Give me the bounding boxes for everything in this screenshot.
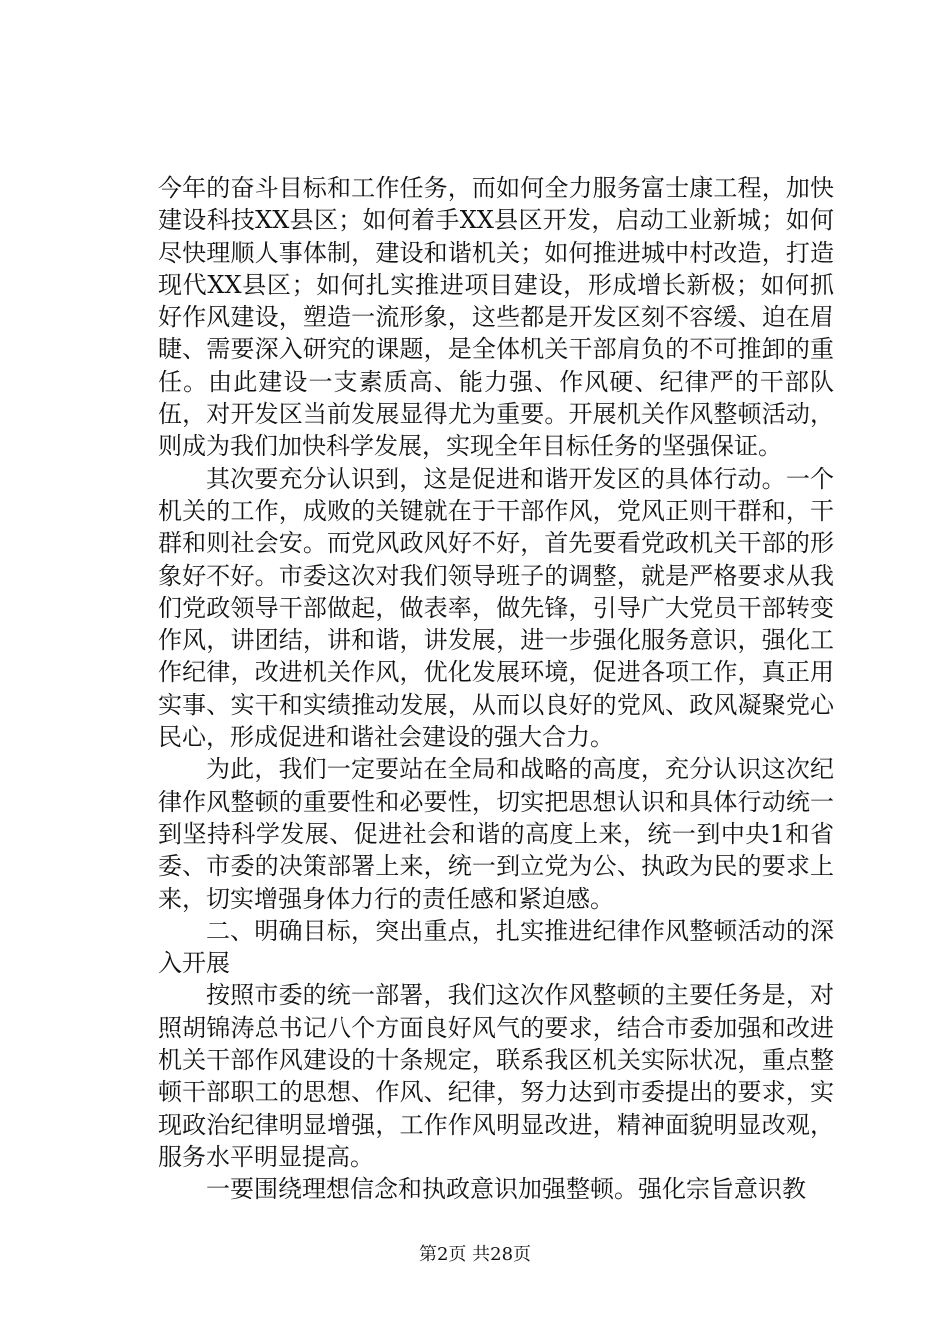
document-body	[158, 172, 834, 1206]
paragraph-5: 按照市委的统一部署，我们这次作风整顿的主要任务是，对照胡锦涛总书记八个方面良好风气的要求，结合市委加强和改进机关干部作风建设的十条规定，联系我区机关实际状况，重点整顿干部职工的思想、作风、纪律，努力达到市委提出的要求，实现政治纪律明显增强，工作作风明显改进，精神面貌明显改观，服务水平明显提高。	[158, 981, 834, 1171]
page-number: 第2页 共28页	[418, 1244, 532, 1265]
paragraph-6: 一要围绕理想信念和执政意识加强整顿。强化宗旨意识教	[206, 1175, 806, 1204]
page-footer	[0, 1240, 950, 1266]
paragraph-3: 为此，我们一定要站在全局和战略的高度，充分认识这次纪律作风整顿的重要性和必要性，切实把思想认识和具体行动统一到坚持科学发展、促进社会和谐的高度上来，统一到中央1和省委、市委的决策部署上来，统一到立党为公、执政为民的要求上来，切实增强身体力行的责任感和紧迫感。	[158, 755, 834, 913]
paragraph-1: 今年的奋斗目标和工作任务，而如何全力服务富士康工程，加快建设科技XX县区；如何着手XX县区开发，启动工业新城；如何尽快理顺人事体制，建设和谐机关；如何推进城中村改造，打造现代XX县区；如何扎实推进项目建设，形成增长新极；如何抓好作风建设，塑造一流形象，这些都是开发区刻不容缓、迫在眉睫、需要深入研究的课题，是全体机关干部肩负的不可推卸的重任。由此建设一支素质高、能力强、作风硬、纪律严的干部队伍，对开发区当前发展显得尤为重要。开展机关作风整顿活动，则成为我们加快科学发展，实现全年目标任务的坚强保证。	[158, 174, 834, 461]
paragraph-2: 其次要充分认识到，这是促进和谐开发区的具体行动。一个机关的工作，成败的关键就在于干部作风，党风正则干群和，干群和则社会安。而党风政风好不好，首先要看党政机关干部的形象好不好。市委这次对我们领导班子的调整，就是严格要求从我们党政领导干部做起，做表率，做先锋，引导广大党员干部转变作风，讲团结，讲和谐，讲发展，进一步强化服务意识，强化工作纪律，改进机关作风，优化发展环境，促进各项工作，真正用实事、实干和实绩推动发展，从而以良好的党风、政风凝聚党心民心，形成促进和谐社会建设的强大合力。	[158, 464, 834, 752]
section-heading: 二、明确目标，突出重点，扎实推进纪律作风整顿活动的深入开展	[158, 916, 834, 978]
